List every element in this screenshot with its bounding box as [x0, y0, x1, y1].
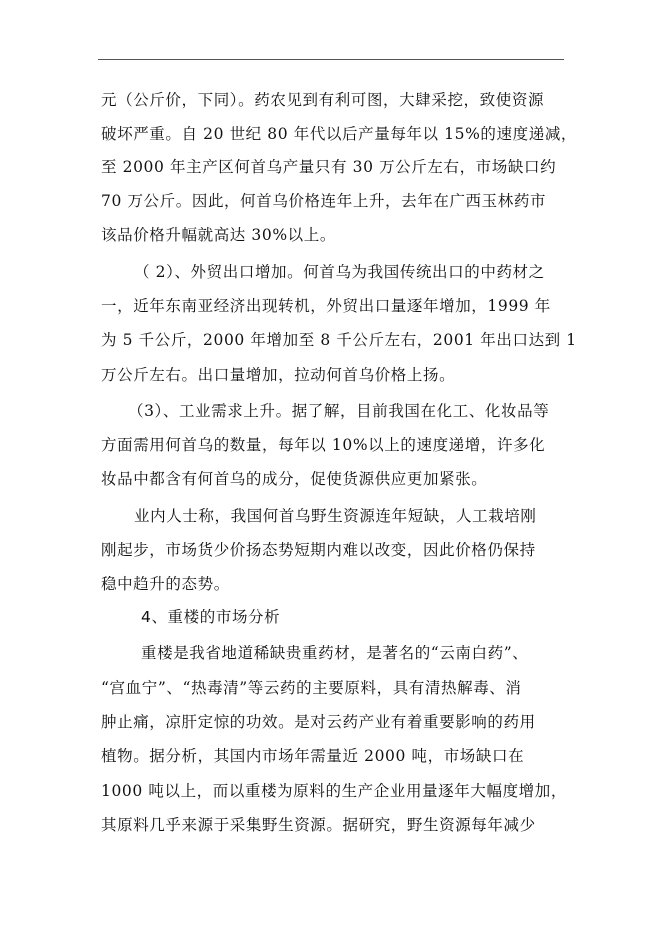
- text-line: 稳中趋升的态势。: [101, 575, 230, 593]
- text-line: 妆品中都含有何首乌的成分，促使货源供应更加紧张。: [101, 470, 488, 488]
- text-line: 刚起步，市场货少价扬态势短期内难以改变，因此价格仍保持: [101, 541, 536, 559]
- text-line: 该品价格升幅就高达 30%以上。: [101, 226, 336, 244]
- text-line: 元（公斤价，下同）。药农见到有利可图，大肆采挖，致使资源: [101, 91, 545, 109]
- text-line: 业内人士称，我国何首乌野生资源连年短缺，人工栽培刚: [134, 507, 537, 525]
- text-line: 肿止痛，凉肝定惊的功效。是对云药产业有着重要影响的药用: [101, 713, 536, 731]
- text-line: 70 万公斤。因此，何首乌价格连年上升，去年在广西玉林药市: [101, 192, 547, 210]
- text-line: 方面需用何首乌的数量，每年以 10%以上的速度递增，许多化: [101, 436, 546, 454]
- text-line: 为 5 千公斤，2000 年增加至 8 千公斤左右，2001 年出口达到 1: [101, 331, 577, 349]
- text-line: （3）、工业需求上升。据了解，目前我国在化工、化妆品等: [128, 402, 550, 420]
- text-line: 万公斤左右。出口量增加，拉动何首乌价格上扬。: [101, 366, 456, 384]
- header-rule: [98, 59, 564, 60]
- text-line: 植物。据分析，其国内市场年需量近 2000 吨，市场缺口在: [101, 747, 525, 765]
- text-line: （ 2）、外贸出口增加。何首乌为我国传统出口的中药材之: [134, 263, 545, 281]
- text-line: 破坏严重。自 20 世纪 80 年代以后产量每年以 15%的速度递减，: [101, 125, 578, 143]
- text-line: 一，近年东南亚经济出现转机，外贸出口量逐年增加，1999 年: [101, 297, 551, 315]
- text-line: 重楼是我省地道稀缺贵重药材，是著名的“云南白药”、: [141, 644, 529, 662]
- text-line: 至 2000 年主产区何首乌产量只有 30 万公斤左右，市场缺口约: [101, 158, 557, 176]
- text-line: “宫血宁”、“热毒清”等云药的主要原料，具有清热解毒、消: [101, 679, 522, 697]
- text-line: 1000 吨以上，而以重楼为原料的生产企业用量逐年大幅度增加，: [101, 782, 567, 800]
- section-heading: 4、重楼的市场分析: [141, 608, 281, 626]
- text-line: 其原料几乎来源于采集野生资源。据研究，野生资源每年减少: [101, 816, 536, 834]
